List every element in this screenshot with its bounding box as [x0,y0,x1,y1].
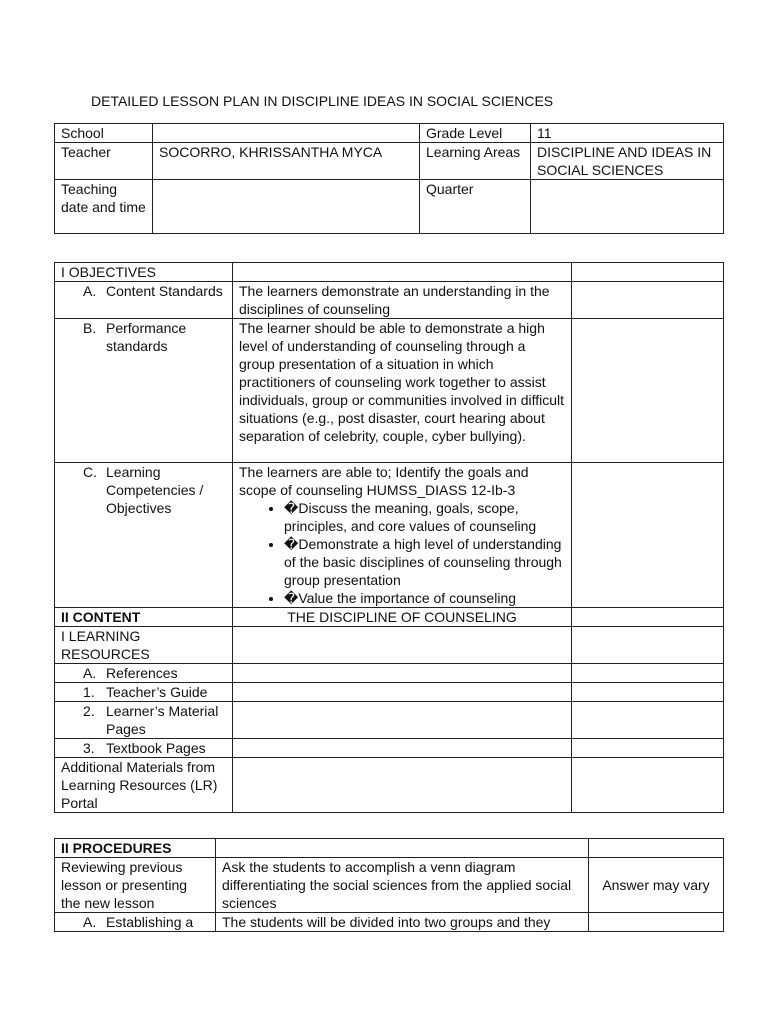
learners-material-blank-2 [572,702,724,739]
procedures-heading-blank-2 [589,839,724,858]
procedures-heading: II PROCEDURES [55,839,216,858]
teachers-guide-label [55,683,233,702]
header-table [54,123,724,234]
learning-competencies-intro: The learners are able to; Identify the goals and scope of counseling HUMSS_DIASS 12-Ib-3 [239,464,529,498]
reviewing-lesson-label: Reviewing previous lesson or presenting the new lesson [55,858,216,913]
learning-areas-value: DISCIPLINE AND IDEAS IN SOCIAL SCIENCES [531,143,724,180]
document-title: DETAILED LESSON PLAN IN DISCIPLINE IDEAS IN SOCIAL SCIENCES [91,93,554,109]
teachers-guide-blank-2 [572,683,724,702]
competency-bullet: • �Discuss the meaning, goals, scope, principles, and core values of counseling [284,499,565,535]
teacher-label: Teacher [55,143,153,180]
learning-competencies-label-text: Learning Competencies / Objectives [106,464,204,516]
quarter-label: Quarter [420,180,531,234]
additional-materials-blank [233,758,572,813]
textbook-pages-label-text: Textbook Pages [106,740,206,756]
textbook-pages-marker: 3. [83,740,95,756]
textbook-pages-blank-2 [572,739,724,758]
teaching-date-value [153,180,420,234]
quarter-value [531,180,724,234]
establishing-purpose-marker: A. [83,914,97,930]
textbook-pages-blank [233,739,572,758]
content-standards-notes [572,282,724,319]
teacher-value: SOCORRO, KHRISSANTHA MYCA [153,143,420,180]
references-label [55,664,233,683]
references-blank-2 [572,664,724,683]
competency-bullet: • �Demonstrate a high level of understanding of the basic disciplines of counseling through group presentation [284,535,565,589]
establishing-purpose-label-text: Establishing a [106,914,194,930]
objectives-table [54,262,724,813]
content-value: THE DISCIPLINE OF COUNSELING [233,608,572,627]
objectives-heading-blank-2 [572,263,724,282]
objectives-heading: I OBJECTIVES [55,263,233,282]
reviewing-lesson-answer: Answer may vary [589,858,724,913]
performance-standards-text: The learner should be able to demonstrate a high level of understanding of counseling through a group presentation of a situation in which practitioners of counseling work together to assist individuals, group or communities involved in difficult situations (e.g., post disaster, court hearing about separation of celebrity, couple, cyber bullying). [233,319,572,463]
references-marker: A. [83,665,97,681]
additional-materials-label: Additional Materials from Learning Resources (LR) Portal [55,758,233,813]
content-heading: II CONTENT [55,608,233,627]
textbook-pages-label [55,739,233,758]
learners-material-label [55,702,233,739]
additional-materials-blank-2 [572,758,724,813]
learners-material-blank [233,702,572,739]
performance-standards-label [55,319,233,463]
grade-level-label: Grade Level [420,124,531,143]
learners-material-marker: 2. [83,703,95,719]
content-standards-label-text: Content Standards [106,283,223,299]
learning-competencies-list [239,499,565,607]
performance-standards-notes [572,319,724,463]
performance-standards-label-text: Performance standards [106,320,187,354]
grade-level-value: 11 [531,124,724,143]
competency-bullet: • �Value the importance of counseling [284,589,565,607]
teaching-date-label: Teaching date and time [55,180,153,234]
learning-competencies-notes [572,463,724,608]
objectives-heading-blank [233,263,572,282]
reviewing-lesson-activity: Ask the students to accomplish a venn diagram differentiating the social sciences from the applied social sciences [216,858,589,913]
learning-competencies-marker: C. [83,464,97,480]
school-value [153,124,420,143]
content-standards-marker: A. [83,283,97,299]
content-standards-text: The learners demonstrate an understanding in the disciplines of counseling [233,282,572,319]
establishing-purpose-notes [589,913,724,932]
learning-resources-blank-2 [572,627,724,664]
teachers-guide-marker: 1. [83,684,95,700]
learning-areas-label: Learning Areas [420,143,531,180]
learning-competencies-cell [233,463,572,608]
learners-material-label-text: Learner’s Material Pages [106,703,219,737]
teachers-guide-label-text: Teacher’s Guide [106,684,208,700]
teachers-guide-blank [233,683,572,702]
learning-resources-blank [233,627,572,664]
performance-standards-marker: B. [83,320,97,336]
content-notes [572,608,724,627]
school-label: School [55,124,153,143]
establishing-purpose-activity: The students will be divided into two groups and they [216,913,589,932]
content-standards-label [55,282,233,319]
procedures-table [54,838,724,932]
procedures-heading-blank [216,839,589,858]
references-label-text: References [106,665,178,681]
establishing-purpose-label [55,913,216,932]
references-blank [233,664,572,683]
learning-competencies-label [55,463,233,608]
learning-resources-heading: I LEARNING RESOURCES [55,627,233,664]
